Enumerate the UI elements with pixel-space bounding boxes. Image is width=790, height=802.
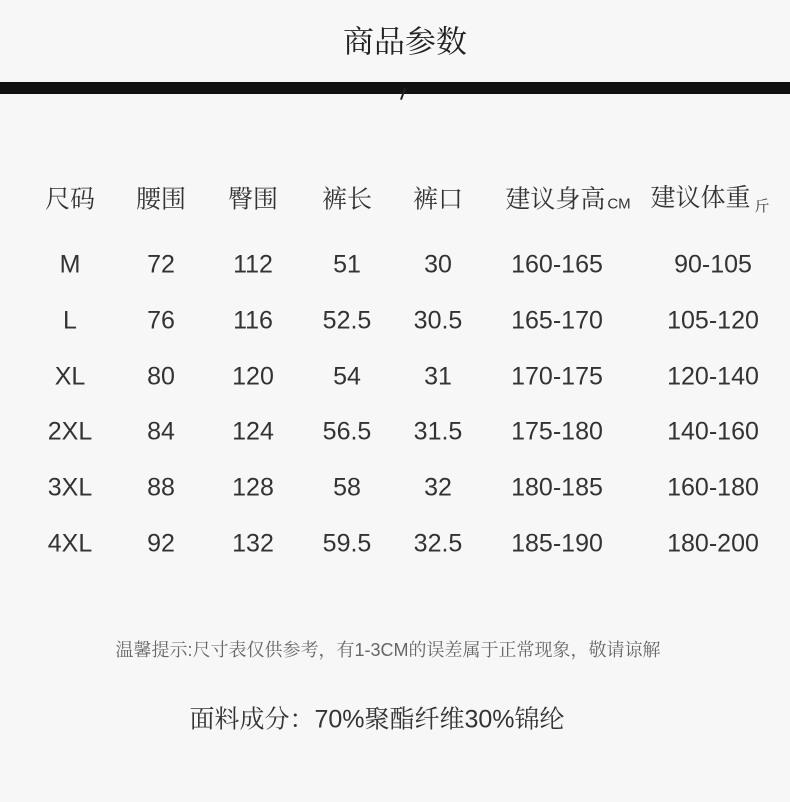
hip-cell: 132 [232, 529, 274, 558]
hip-cell: 112 [233, 250, 273, 279]
leg-opening-cell: 31 [424, 362, 452, 391]
header-weight [650, 186, 769, 214]
waist-cell: 88 [147, 473, 175, 502]
weight-cell: 105-120 [667, 306, 759, 335]
size-cell: 2XL [47, 417, 93, 446]
weight-cell: 140-160 [667, 417, 759, 446]
header-height [505, 185, 631, 214]
weight-cell: 120-140 [667, 362, 759, 391]
header-height-label: 建议身高 [505, 185, 606, 214]
height-cell: 160-165 [511, 250, 603, 279]
header-length: 裤长 [321, 185, 373, 214]
size-cell: 3XL [47, 473, 93, 502]
header-weight-unit: 斤 [754, 198, 770, 215]
length-cell: 54 [333, 362, 361, 391]
hip-cell: 120 [232, 362, 274, 391]
size-cell: XL [54, 362, 86, 391]
weight-cell: 180-200 [667, 529, 759, 558]
size-cell: 4XL [47, 529, 93, 558]
header-hip: 臀围 [227, 185, 279, 214]
height-cell: 165-170 [511, 306, 603, 335]
leg-opening-cell: 31.5 [413, 417, 463, 446]
hip-cell: 124 [232, 417, 274, 446]
header-waist: 腰围 [135, 185, 187, 214]
length-cell: 52.5 [322, 306, 372, 335]
size-disclaimer-note: 温馨提示:尺寸表仅供参考，有1-3CM的误差属于正常现象，敬请谅解 [115, 640, 661, 660]
size-cell: M [59, 250, 81, 279]
header-size: 尺码 [44, 185, 96, 214]
waist-cell: 76 [147, 306, 175, 335]
leg-opening-cell: 32.5 [413, 529, 463, 558]
leg-opening-cell: 32 [424, 473, 452, 502]
weight-cell: 90-105 [674, 250, 752, 279]
hip-cell: 128 [232, 473, 274, 502]
leg-opening-cell: 30 [424, 250, 452, 279]
height-cell: 170-175 [511, 362, 603, 391]
fabric-composition: 面料成分：70%聚酯纤维30%锦纶 [189, 705, 565, 734]
length-cell: 58 [333, 473, 361, 502]
height-cell: 180-185 [511, 473, 603, 502]
leg-opening-cell: 30.5 [413, 306, 463, 335]
header-weight-label: 建议体重 [650, 184, 751, 212]
waist-cell: 72 [147, 250, 175, 279]
height-cell: 175-180 [511, 417, 603, 446]
weight-cell: 160-180 [667, 473, 759, 502]
height-cell: 185-190 [511, 529, 603, 558]
length-cell: 59.5 [322, 529, 372, 558]
size-cell: L [63, 306, 77, 335]
hip-cell: 116 [233, 306, 273, 335]
waist-cell: 92 [147, 529, 175, 558]
waist-cell: 80 [147, 362, 175, 391]
page-title: 商品参数 [343, 24, 467, 60]
header-height-unit: CM [607, 195, 631, 213]
waist-cell: 84 [147, 417, 175, 446]
length-cell: 56.5 [322, 417, 372, 446]
header-leg-opening: 裤口 [412, 185, 464, 214]
length-cell: 51 [333, 250, 361, 279]
